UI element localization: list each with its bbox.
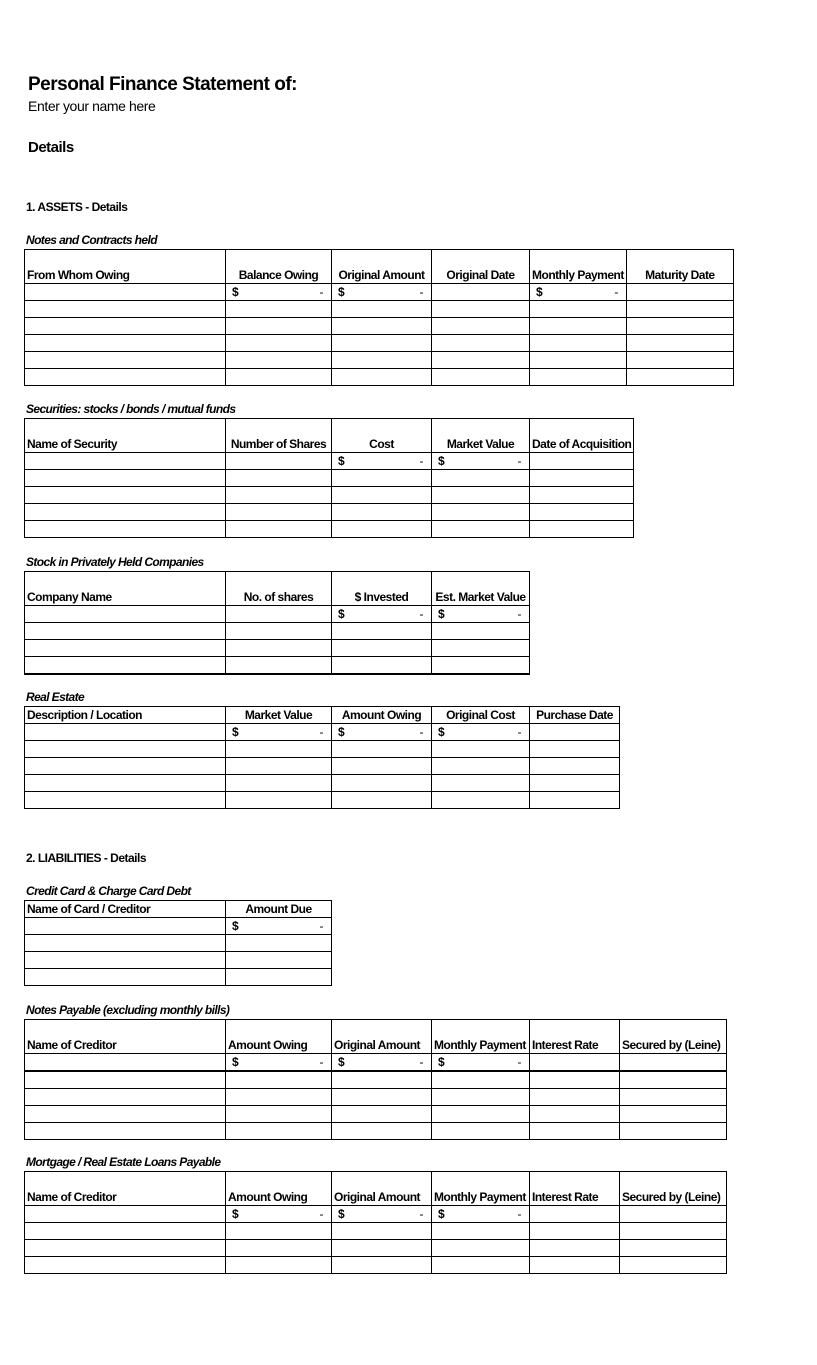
col-header: Name of Creditor	[25, 1172, 226, 1206]
col-header: Amount Due	[226, 901, 332, 918]
cell[interactable]	[226, 758, 332, 775]
cell[interactable]	[530, 1206, 620, 1223]
cell[interactable]	[332, 623, 432, 640]
col-header: Original Amount	[332, 1172, 432, 1206]
zero-value: -	[319, 725, 323, 739]
cell[interactable]	[25, 453, 226, 470]
table-header-row	[25, 707, 620, 724]
col-header: Amount Owing	[332, 707, 432, 724]
money-cell[interactable]	[432, 1206, 530, 1223]
cell[interactable]	[626, 301, 733, 318]
cell[interactable]	[530, 1123, 620, 1140]
money-cell[interactable]	[432, 724, 530, 741]
col-header: Balance Owing	[226, 250, 332, 284]
cell[interactable]	[25, 952, 226, 969]
currency-symbol: $	[232, 1055, 239, 1069]
currency-symbol: $	[338, 725, 345, 739]
cell[interactable]	[25, 521, 226, 538]
cell[interactable]	[432, 470, 530, 487]
table-header-row	[25, 572, 530, 606]
zero-value: -	[419, 607, 423, 621]
col-header: Date of Acquisition	[530, 419, 634, 453]
cell[interactable]	[226, 1223, 332, 1240]
notes-caption: Notes and Contracts held	[26, 233, 157, 247]
col-header: Interest Rate	[530, 1020, 620, 1054]
money-cell[interactable]	[226, 918, 332, 935]
cell[interactable]	[432, 284, 530, 301]
cell[interactable]	[226, 301, 332, 318]
cell[interactable]	[25, 724, 226, 741]
table-row	[25, 1071, 727, 1089]
cell[interactable]	[530, 758, 620, 775]
cell[interactable]	[25, 758, 226, 775]
zero-value: -	[419, 454, 423, 468]
table-row	[25, 606, 530, 623]
table-row	[25, 1106, 727, 1123]
money-cell[interactable]	[332, 724, 432, 741]
table-row	[25, 623, 530, 640]
cell[interactable]	[530, 724, 620, 741]
details-heading: Details	[28, 139, 74, 156]
cell[interactable]	[25, 741, 226, 758]
cell[interactable]	[332, 1123, 432, 1140]
cell[interactable]	[226, 335, 332, 352]
cell[interactable]	[226, 623, 332, 640]
cell[interactable]	[332, 369, 432, 386]
cell[interactable]	[626, 369, 733, 386]
notes-table	[24, 249, 734, 386]
col-header: Market Value	[226, 707, 332, 724]
cell[interactable]	[25, 775, 226, 792]
currency-symbol: $	[338, 285, 345, 299]
money-cell[interactable]	[432, 606, 530, 623]
cell[interactable]	[332, 470, 432, 487]
cell[interactable]	[530, 487, 634, 504]
cell[interactable]	[432, 1071, 530, 1089]
cell[interactable]	[332, 487, 432, 504]
cell[interactable]	[332, 792, 432, 809]
cell[interactable]	[25, 1071, 226, 1089]
money-cell[interactable]	[530, 284, 627, 301]
cell[interactable]	[332, 1089, 432, 1106]
cell[interactable]	[25, 918, 226, 935]
col-header: Number of Shares	[226, 419, 332, 453]
cell[interactable]	[25, 1223, 226, 1240]
securities-table	[24, 418, 634, 538]
table-header-row	[25, 1172, 727, 1206]
cell[interactable]	[530, 453, 634, 470]
table-row	[25, 369, 734, 386]
table-row	[25, 487, 634, 504]
table-row	[25, 952, 332, 969]
cell[interactable]	[332, 640, 432, 657]
cell[interactable]	[626, 352, 733, 369]
private-stock-table	[24, 571, 530, 675]
zero-value: -	[517, 1055, 521, 1069]
col-header: From Whom Owing	[25, 250, 226, 284]
cell[interactable]	[25, 1206, 226, 1223]
cell[interactable]	[530, 1223, 620, 1240]
table-row	[25, 969, 332, 986]
cell[interactable]	[332, 1071, 432, 1089]
table-row	[25, 453, 634, 470]
col-header: Est. Market Value	[432, 572, 530, 606]
cell[interactable]	[25, 623, 226, 640]
zero-value: -	[319, 285, 323, 299]
cell[interactable]	[332, 504, 432, 521]
cell[interactable]	[620, 1223, 727, 1240]
col-header: Monthly Payment	[432, 1020, 530, 1054]
currency-symbol: $	[338, 454, 345, 468]
col-header: Amount Owing	[226, 1172, 332, 1206]
cell[interactable]	[332, 521, 432, 538]
cell[interactable]	[226, 369, 332, 386]
cell[interactable]	[620, 1071, 727, 1089]
cell[interactable]	[432, 318, 530, 335]
col-header: Secured by (Leine)	[620, 1172, 727, 1206]
cell[interactable]	[226, 1106, 332, 1123]
cell[interactable]	[332, 741, 432, 758]
currency-symbol: $	[438, 725, 445, 739]
cell[interactable]	[332, 758, 432, 775]
cell[interactable]	[626, 318, 733, 335]
cell[interactable]	[332, 1240, 432, 1257]
cell[interactable]	[25, 487, 226, 504]
currency-symbol: $	[338, 1055, 345, 1069]
cell[interactable]	[226, 657, 332, 675]
cell[interactable]	[432, 640, 530, 657]
zero-value: -	[517, 725, 521, 739]
cell[interactable]	[25, 1257, 226, 1274]
table-row	[25, 521, 634, 538]
cell[interactable]	[226, 352, 332, 369]
cell[interactable]	[226, 318, 332, 335]
zero-value: -	[419, 1207, 423, 1221]
cell[interactable]	[530, 1240, 620, 1257]
name-placeholder[interactable]: Enter your name here	[28, 98, 156, 114]
cell[interactable]	[530, 369, 627, 386]
table-header-row	[25, 419, 634, 453]
money-cell[interactable]	[226, 1206, 332, 1223]
cell[interactable]	[332, 1106, 432, 1123]
col-header: Secured by (Leine)	[620, 1020, 727, 1054]
table-row	[25, 640, 530, 657]
cell[interactable]	[530, 504, 634, 521]
cell[interactable]	[432, 1223, 530, 1240]
zero-value: -	[319, 1055, 323, 1069]
table-row	[25, 318, 734, 335]
cell[interactable]	[25, 504, 226, 521]
cell[interactable]	[25, 657, 226, 675]
cell[interactable]	[226, 504, 332, 521]
credit-cards-caption: Credit Card & Charge Card Debt	[26, 884, 191, 898]
cell[interactable]	[432, 758, 530, 775]
cell[interactable]	[530, 775, 620, 792]
cell[interactable]	[25, 369, 226, 386]
cell[interactable]	[25, 335, 226, 352]
col-header: Name of Card / Creditor	[25, 901, 226, 918]
cell[interactable]	[25, 606, 226, 623]
table-row	[25, 935, 332, 952]
table-row	[25, 918, 332, 935]
cell[interactable]	[620, 1206, 727, 1223]
table-row	[25, 1089, 727, 1106]
cell[interactable]	[226, 470, 332, 487]
table-row	[25, 352, 734, 369]
cell[interactable]	[432, 1123, 530, 1140]
currency-symbol: $	[438, 1055, 445, 1069]
cell[interactable]	[226, 741, 332, 758]
cell[interactable]	[25, 318, 226, 335]
money-cell[interactable]	[332, 284, 432, 301]
cell[interactable]	[530, 352, 627, 369]
cell[interactable]	[432, 504, 530, 521]
private-stock-caption: Stock in Privately Held Companies	[26, 555, 204, 569]
cell[interactable]	[25, 1123, 226, 1140]
page-title: Personal Finance Statement of:	[28, 74, 298, 95]
col-header: Monthly Payment	[530, 250, 627, 284]
cell[interactable]	[530, 1071, 620, 1089]
cell[interactable]	[25, 1240, 226, 1257]
cell[interactable]	[530, 1089, 620, 1106]
cell[interactable]	[620, 1257, 727, 1274]
cell[interactable]	[25, 640, 226, 657]
zero-value: -	[419, 1055, 423, 1069]
table-row	[25, 335, 734, 352]
cell[interactable]	[432, 1089, 530, 1106]
money-cell[interactable]	[432, 453, 530, 470]
cell[interactable]	[620, 1240, 727, 1257]
cell[interactable]	[25, 1054, 226, 1072]
cell[interactable]	[432, 741, 530, 758]
money-cell[interactable]	[332, 1206, 432, 1223]
currency-symbol: $	[536, 285, 543, 299]
zero-value: -	[517, 454, 521, 468]
cell[interactable]	[432, 792, 530, 809]
currency-symbol: $	[232, 1207, 239, 1221]
cell[interactable]	[226, 1123, 332, 1140]
table-row	[25, 1123, 727, 1140]
cell[interactable]	[432, 521, 530, 538]
col-header: Original Cost	[432, 707, 530, 724]
money-cell[interactable]	[226, 284, 332, 301]
col-header: Market Value	[432, 419, 530, 453]
zero-value: -	[614, 285, 618, 299]
col-header: Name of Creditor	[25, 1020, 226, 1054]
cell[interactable]	[25, 470, 226, 487]
cell[interactable]	[332, 1223, 432, 1240]
real-estate-table	[24, 706, 620, 809]
cell[interactable]	[226, 952, 332, 969]
money-cell[interactable]	[332, 453, 432, 470]
zero-value: -	[517, 607, 521, 621]
cell[interactable]	[226, 792, 332, 809]
table-row	[25, 1223, 727, 1240]
cell[interactable]	[226, 1257, 332, 1274]
cell[interactable]	[226, 1071, 332, 1089]
cell[interactable]	[332, 1257, 432, 1274]
currency-symbol: $	[438, 607, 445, 621]
securities-caption: Securities: stocks / bonds / mutual funds	[26, 402, 236, 416]
cell[interactable]	[530, 318, 627, 335]
cell[interactable]	[432, 352, 530, 369]
assets-heading: 1. ASSETS - Details	[26, 200, 128, 214]
money-cell[interactable]	[226, 724, 332, 741]
cell[interactable]	[530, 470, 634, 487]
cell[interactable]	[332, 335, 432, 352]
col-header: Name of Security	[25, 419, 226, 453]
table-row	[25, 470, 634, 487]
cell[interactable]	[432, 623, 530, 640]
zero-value: -	[319, 919, 323, 933]
cell[interactable]	[530, 521, 634, 538]
currency-symbol: $	[232, 919, 239, 933]
table-row	[25, 775, 620, 792]
cell[interactable]	[332, 318, 432, 335]
cell[interactable]	[25, 1089, 226, 1106]
mortgage-caption: Mortgage / Real Estate Loans Payable	[26, 1155, 221, 1169]
currency-symbol: $	[232, 725, 239, 739]
cell[interactable]	[530, 1106, 620, 1123]
money-cell[interactable]	[432, 1054, 530, 1072]
col-header: Description / Location	[25, 707, 226, 724]
col-header: Company Name	[25, 572, 226, 606]
cell[interactable]	[226, 775, 332, 792]
col-header: Original Amount	[332, 1020, 432, 1054]
table-header-row	[25, 1020, 727, 1054]
cell[interactable]	[226, 640, 332, 657]
currency-symbol: $	[438, 454, 445, 468]
cell[interactable]	[432, 487, 530, 504]
table-row	[25, 284, 734, 301]
cell[interactable]	[226, 935, 332, 952]
cell[interactable]	[432, 335, 530, 352]
table-row	[25, 1240, 727, 1257]
currency-symbol: $	[232, 285, 239, 299]
zero-value: -	[419, 285, 423, 299]
cell[interactable]	[25, 792, 226, 809]
zero-value: -	[419, 725, 423, 739]
table-row	[25, 1054, 727, 1072]
col-header: Amount Owing	[226, 1020, 332, 1054]
cell[interactable]	[226, 1240, 332, 1257]
cell[interactable]	[332, 352, 432, 369]
cell[interactable]	[25, 301, 226, 318]
liabilities-heading: 2. LIABILITIES - Details	[26, 851, 147, 865]
table-row	[25, 1257, 727, 1274]
notes-payable-table	[24, 1019, 727, 1140]
col-header: Interest Rate	[530, 1172, 620, 1206]
cell[interactable]	[25, 352, 226, 369]
table-row	[25, 301, 734, 318]
col-header: $ Invested	[332, 572, 432, 606]
cell[interactable]	[530, 1054, 620, 1072]
cell[interactable]	[626, 284, 733, 301]
cell[interactable]	[432, 369, 530, 386]
cell[interactable]	[432, 1240, 530, 1257]
cell[interactable]	[25, 935, 226, 952]
col-header: No. of shares	[226, 572, 332, 606]
cell[interactable]	[25, 969, 226, 986]
cell[interactable]	[226, 969, 332, 986]
cell[interactable]	[432, 1257, 530, 1274]
table-header-row	[25, 250, 734, 284]
cell[interactable]	[626, 335, 733, 352]
cell[interactable]	[332, 657, 432, 675]
col-header: Monthly Payment	[432, 1172, 530, 1206]
currency-symbol: $	[338, 607, 345, 621]
cell[interactable]	[226, 1089, 332, 1106]
col-header: Purchase Date	[530, 707, 620, 724]
cell[interactable]	[530, 335, 627, 352]
cell[interactable]	[226, 606, 332, 623]
cell[interactable]	[226, 521, 332, 538]
cell[interactable]	[530, 1257, 620, 1274]
col-header: Cost	[332, 419, 432, 453]
table-row	[25, 741, 620, 758]
cell[interactable]	[530, 741, 620, 758]
currency-symbol: $	[438, 1207, 445, 1221]
cell[interactable]	[620, 1089, 727, 1106]
table-header-row	[25, 901, 332, 918]
cell[interactable]	[620, 1123, 727, 1140]
money-cell[interactable]	[332, 1054, 432, 1072]
cell[interactable]	[25, 1106, 226, 1123]
cell[interactable]	[530, 301, 627, 318]
table-row	[25, 758, 620, 775]
money-cell[interactable]	[332, 606, 432, 623]
cell[interactable]	[620, 1106, 727, 1123]
cell[interactable]	[226, 453, 332, 470]
cell[interactable]	[332, 301, 432, 318]
cell[interactable]	[530, 792, 620, 809]
table-row	[25, 657, 530, 675]
notes-payable-caption: Notes Payable (excluding monthly bills)	[26, 1003, 230, 1017]
currency-symbol: $	[338, 1207, 345, 1221]
col-header: Original Amount	[332, 250, 432, 284]
cell[interactable]	[432, 657, 530, 675]
cell[interactable]	[432, 301, 530, 318]
col-header: Maturity Date	[626, 250, 733, 284]
col-header: Original Date	[432, 250, 530, 284]
cell[interactable]	[332, 775, 432, 792]
cell[interactable]	[226, 487, 332, 504]
money-cell[interactable]	[226, 1054, 332, 1072]
cell[interactable]	[25, 284, 226, 301]
cell[interactable]	[620, 1054, 727, 1072]
table-row	[25, 1206, 727, 1223]
table-row	[25, 504, 634, 521]
zero-value: -	[517, 1207, 521, 1221]
mortgage-table	[24, 1171, 727, 1274]
real-estate-caption: Real Estate	[26, 690, 85, 704]
table-row	[25, 792, 620, 809]
cell[interactable]	[432, 775, 530, 792]
zero-value: -	[319, 1207, 323, 1221]
credit-cards-table	[24, 900, 332, 986]
table-row	[25, 724, 620, 741]
cell[interactable]	[432, 1106, 530, 1123]
